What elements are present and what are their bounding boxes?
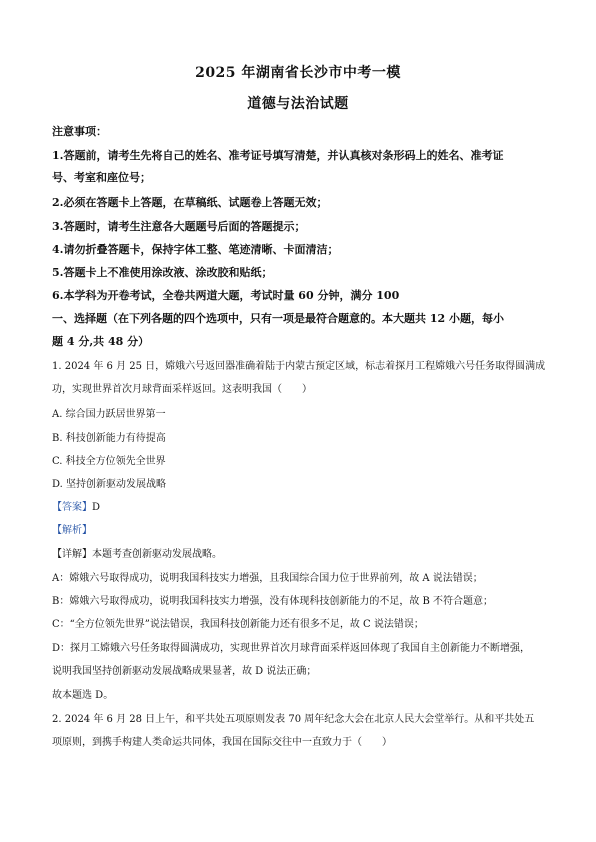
question-stem: 1. 2024 年 6 月 25 日，嫦娥六号返回器准确着陆于内蒙古预定区域，标志着探月工程嫦娥六号任务取得圆满成 — [52, 361, 546, 372]
notice-item: 2.必须在答题卡上答题，在草稿纸、试题卷上答题无效； — [52, 196, 328, 209]
conclusion: 故本题选 D。 — [52, 690, 114, 701]
explanation-a: A：嫦娥六号取得成功，说明我国科技实力增强，且我国综合国力位于世界前列，故 A 说法错误； — [52, 573, 483, 584]
analysis-tag: 【解析】 — [52, 525, 92, 536]
exam-title: 2025 年湖南省长沙市中考一模 — [195, 65, 401, 81]
detail-tag: 【详解】 — [52, 549, 92, 560]
section-heading: 一、选择题（在下列各题的四个选项中，只有一项是最符合题意的。本大题共 12 小题，每小 — [52, 312, 504, 325]
notice-item: 3.答题时，请考生注意各大题题号后面的答题提示； — [52, 220, 306, 233]
explanation-d-cont: 说明我国坚持创新驱动发展战略成果显著，故 D 说法正确； — [52, 666, 317, 677]
notice-item: 6.本学科为开卷考试，全卷共两道大题，考试时量 60 分钟，满分 100 — [52, 289, 400, 302]
section-heading-cont: 题 4 分,共 48 分） — [52, 335, 150, 348]
notice-heading: 注意事项： — [52, 125, 107, 138]
option-d: D. 坚持创新驱动发展战略 — [52, 479, 167, 490]
question-stem-cont: 项原则，到携手构建人类命运共同体，我国在国际交往中一直致力于（ ） — [52, 737, 392, 748]
notice-item: 4.请勿折叠答题卡，保持字体工整、笔迹清晰、卡面清洁； — [52, 243, 339, 256]
question-stem-cont: 功，实现世界首次月球背面采样返回。这表明我国（ ） — [52, 384, 312, 395]
explanation-c: C：“全方位领先世界”说法错误，我国科技创新能力还有很多不足，故 C 说法错误； — [52, 619, 424, 630]
detail-line — [52, 545, 222, 560]
notice-item: 号、考室和座位号； — [52, 171, 151, 184]
option-c: C. 科技全方位领先全世界 — [52, 456, 166, 467]
option-b: B. 科技创新能力有待提高 — [52, 433, 166, 444]
option-a: A. 综合国力跃居世界第一 — [52, 409, 166, 420]
answer-tag: 【答案】 — [52, 502, 92, 513]
question-stem: 2. 2024 年 6 月 28 日上午，和平共处五项原则发表 70 周年纪念大会在北京人民大会堂举行。从和平共处五 — [52, 714, 535, 725]
notice-item: 5.答题卡上不准使用涂改液、涂改胶和贴纸； — [52, 266, 273, 279]
answer-line — [52, 498, 100, 513]
exam-subtitle: 道德与法治试题 — [247, 96, 349, 112]
answer-value: D — [92, 502, 101, 513]
detail-text: 本题考查创新驱动发展战略。 — [92, 549, 222, 560]
explanation-b: B：嫦娥六号取得成功，说明我国科技实力增强，没有体现科技创新能力的不足，故 B 不符合题意； — [52, 596, 494, 607]
notice-item: 1.答题前，请考生先将自己的姓名、准考证号填写清楚，并认真核对条形码上的姓名、准考证 — [52, 149, 504, 162]
explanation-d: D：探月工嫦娥六号任务取得圆满成功，实现世界首次月球背面采样返回体现了我国自主创新能力不断增强， — [52, 643, 531, 654]
